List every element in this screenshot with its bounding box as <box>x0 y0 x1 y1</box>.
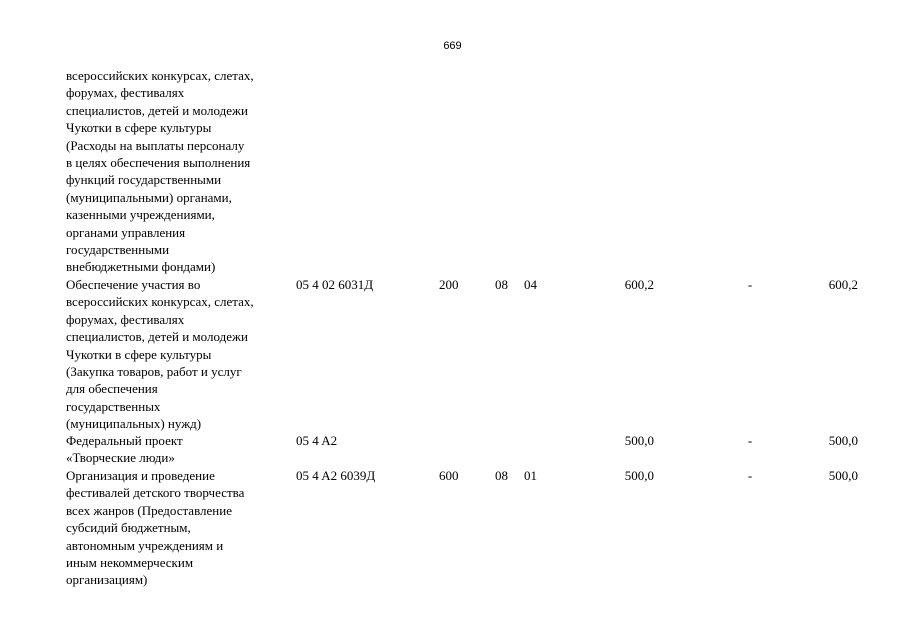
description-line: Чукотки в сфере культуры <box>66 120 212 136</box>
row-description <box>66 67 288 276</box>
page-number: 669 <box>443 40 462 52</box>
description-line: специалистов, детей и молодежи <box>66 329 248 345</box>
description-line: Чукотки в сфере культуры <box>66 346 212 362</box>
amount-2: - <box>747 277 753 292</box>
target-code: 05 4 A2 <box>296 433 338 448</box>
amount-2: - <box>747 433 753 448</box>
description-line: (Закупка товаров, работ и услуг <box>66 364 242 380</box>
description-line: иным некоммерческим <box>66 555 194 571</box>
description-line: всероссийских конкурсах, слетах, <box>66 68 254 83</box>
description-line: Обеспечение участия во <box>66 277 201 292</box>
amount-3: 500,0 <box>828 468 858 483</box>
description-line: государственных <box>66 398 161 414</box>
amount-2: - <box>747 468 753 483</box>
target-code: 05 4 02 6031Д <box>296 277 374 292</box>
description-line: функций государственными <box>66 172 222 188</box>
description-line: организациям) <box>66 572 148 588</box>
row-description <box>66 432 288 467</box>
description-line: Федеральный проект <box>66 433 183 448</box>
description-line: фестивалей детского творчества <box>66 485 245 501</box>
row-description <box>66 276 288 433</box>
description-line: внебюджетными фондами) <box>66 259 216 275</box>
description-line: всероссийских конкурсах, слетах, <box>66 294 254 310</box>
expense-type-code: 600 <box>439 468 459 483</box>
description-line: для обеспечения <box>66 381 158 397</box>
description-line: автономным учреждениям и <box>66 537 224 553</box>
amount-1: 600,2 <box>624 277 654 292</box>
target-code: 05 4 A2 6039Д <box>296 468 376 483</box>
description-line: субсидий бюджетным, <box>66 520 191 536</box>
amount-3: 500,0 <box>828 433 858 448</box>
description-line: (Расходы на выплаты персоналу <box>66 137 245 153</box>
expense-type-code: 200 <box>439 277 459 292</box>
description-line: форумах, фестивалях <box>66 85 185 101</box>
subsection-code: 01 <box>524 468 537 483</box>
amount-1: 500,0 <box>624 468 654 483</box>
description-line: в целях обеспечения выполнения <box>66 155 251 171</box>
subsection-code: 04 <box>524 277 537 292</box>
description-line: (муниципальными) органами, <box>66 189 232 205</box>
description-line: (муниципальных) нужд) <box>66 416 202 432</box>
description-line: всех жанров (Предоставление <box>66 502 232 518</box>
section-code: 08 <box>495 468 508 483</box>
amount-3: 600,2 <box>828 277 858 292</box>
description-line: «Творческие люди» <box>66 450 175 466</box>
description-line: Организация и проведение <box>66 468 215 483</box>
amount-1: 500,0 <box>624 433 654 448</box>
description-line: государственными <box>66 242 170 258</box>
row-description <box>66 467 288 589</box>
section-code: 08 <box>495 277 508 292</box>
description-line: форумах, фестивалях <box>66 311 185 327</box>
description-line: специалистов, детей и молодежи <box>66 102 248 118</box>
description-line: казенными учреждениями, <box>66 207 215 223</box>
description-line: органами управления <box>66 224 186 240</box>
